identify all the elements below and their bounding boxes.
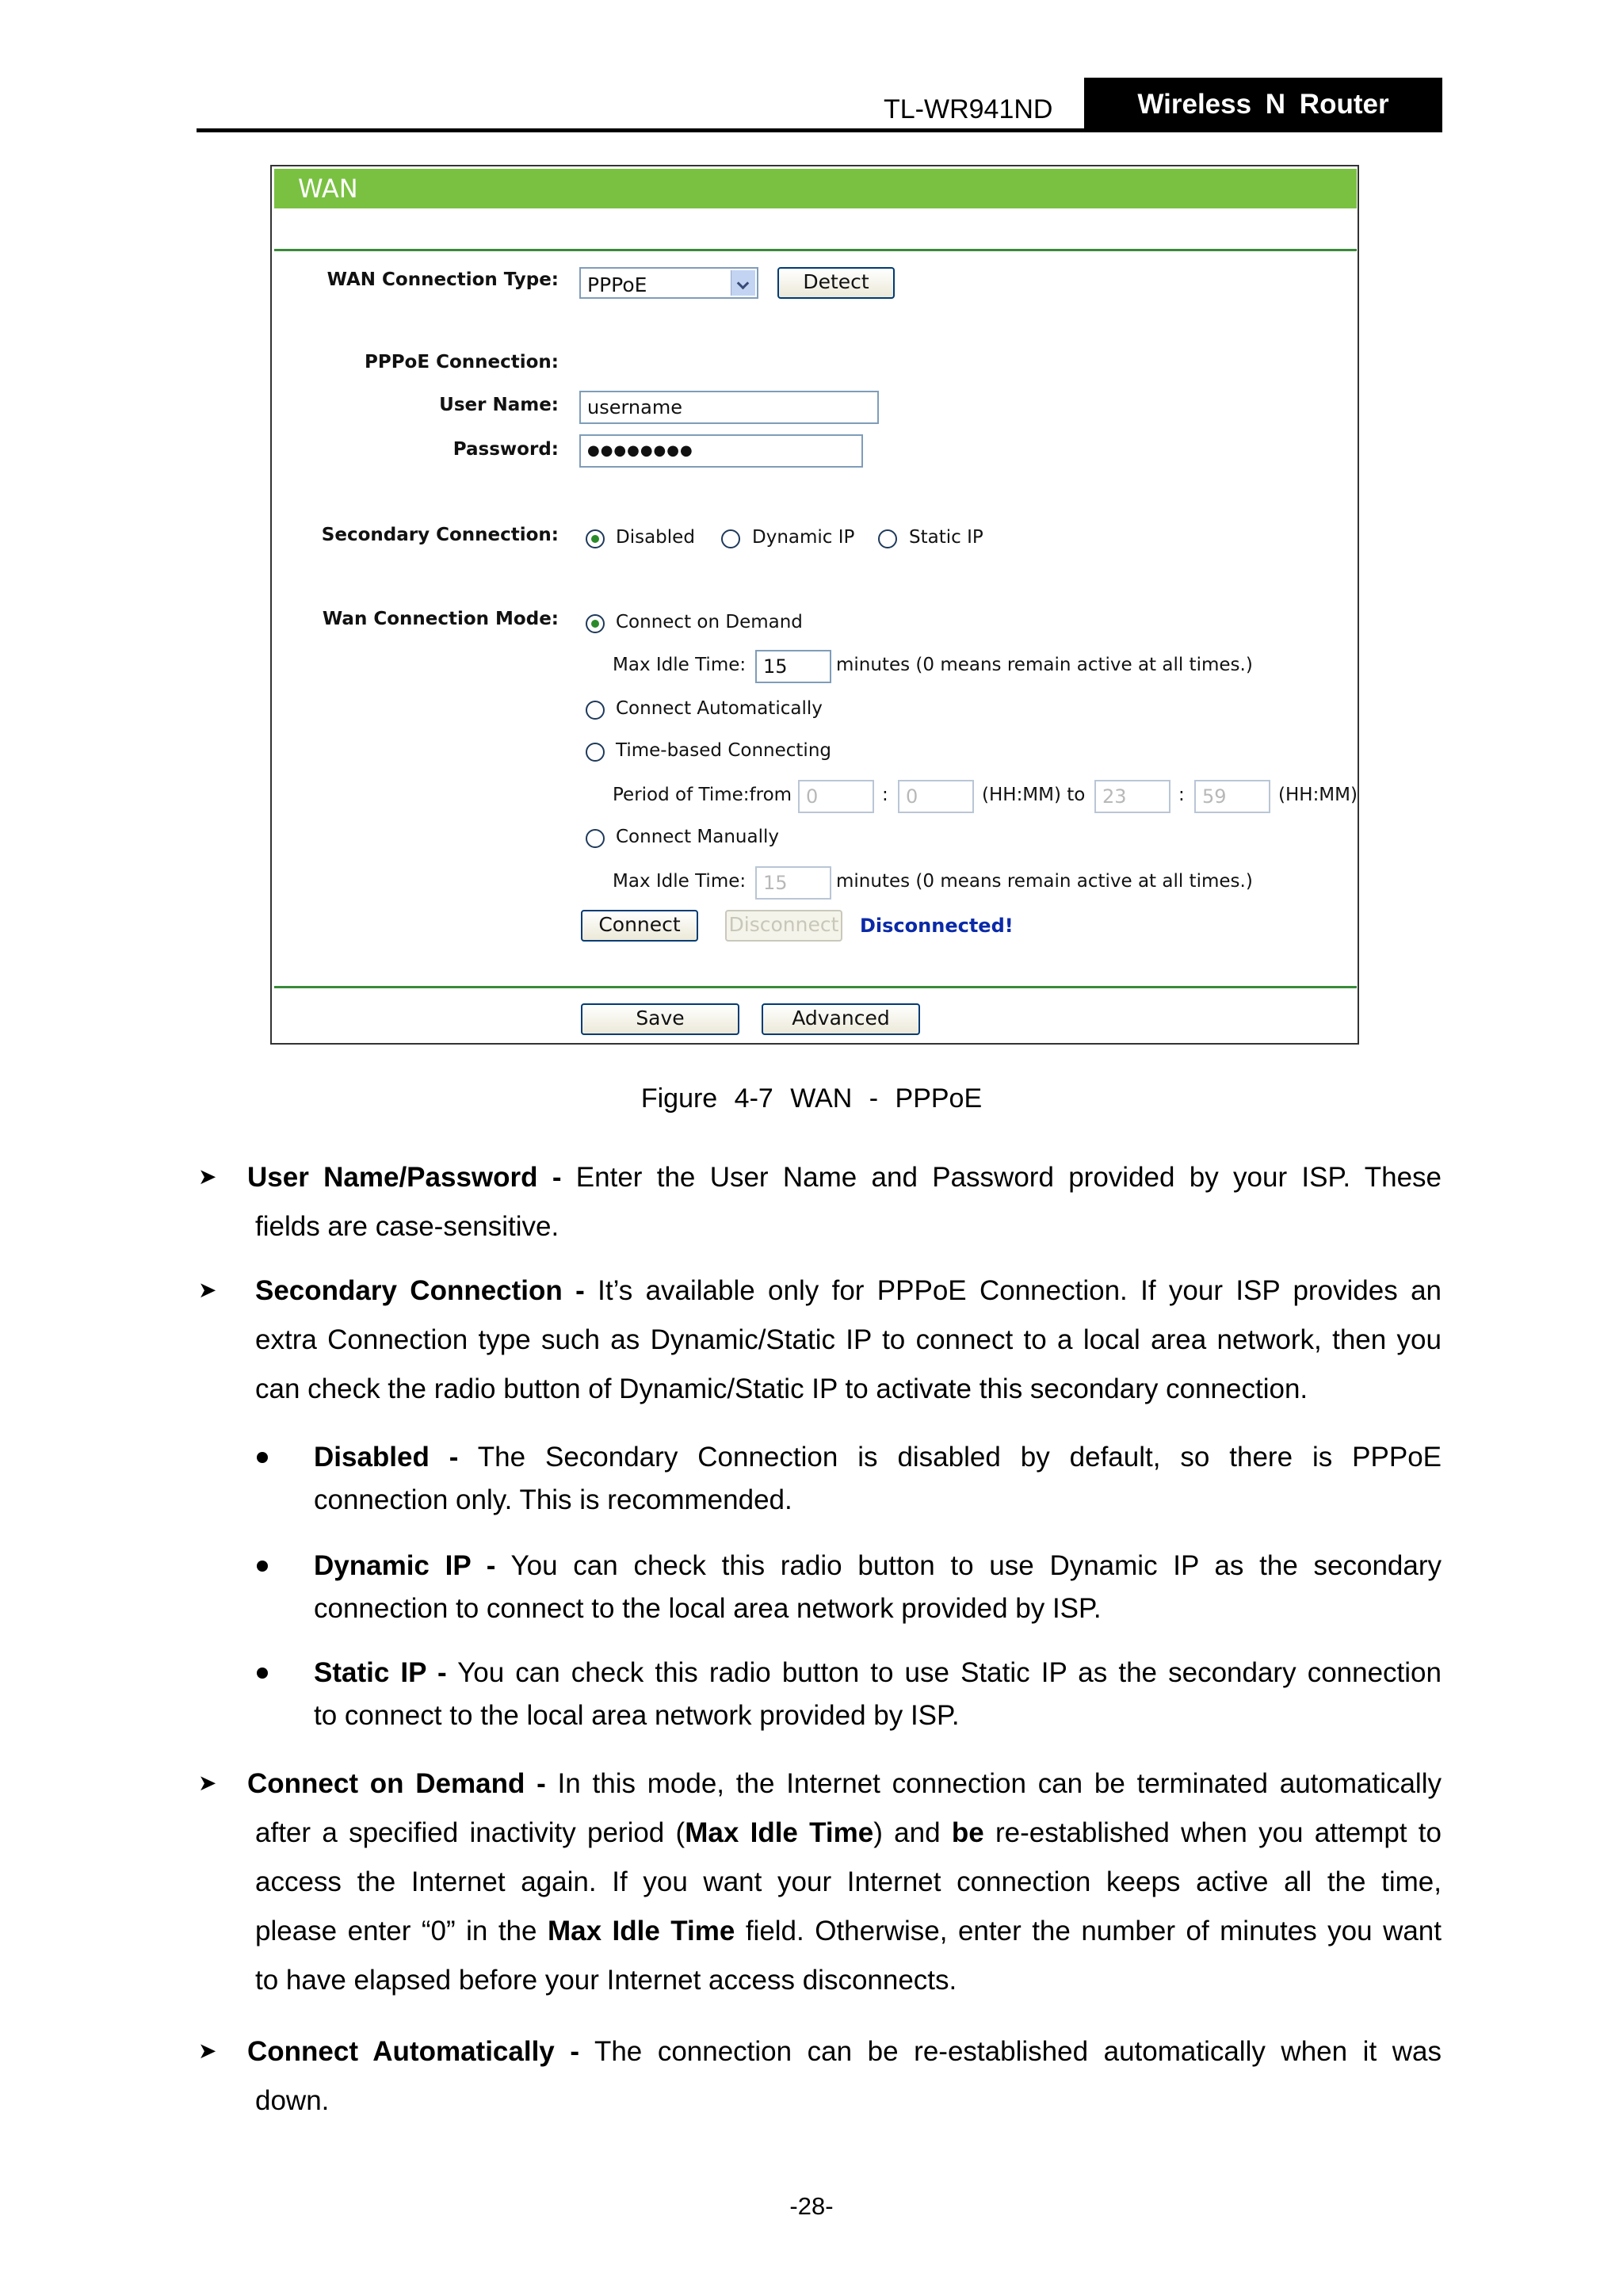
user-name-password-text: Enter the User Name and Password provided by your ISP. These — [561, 1162, 1442, 1193]
wan-connection-type-label: WAN Connection Type: — [327, 269, 559, 290]
advanced-button[interactable]: Advanced — [762, 1003, 920, 1035]
secondary-connection-line1 — [255, 1266, 1442, 1316]
connect-automatically-line2: down. — [255, 2085, 330, 2116]
cod-line4-bold: Max Idle Time — [547, 1916, 735, 1946]
secondary-disabled-label: Disabled — [616, 527, 695, 548]
mode-connect-automatically-radio[interactable] — [586, 701, 605, 720]
password-input[interactable]: ●●●●●●●● — [579, 434, 863, 468]
cod-line2a: after a specified inactivity period ( — [255, 1817, 685, 1848]
detect-button[interactable]: Detect — [777, 267, 895, 299]
manual-max-idle-time-label: Max Idle Time: — [613, 871, 747, 892]
dot-bullet-icon — [257, 1561, 268, 1572]
wan-connection-mode-label: Wan Connection Mode: — [322, 609, 559, 629]
disabled-term: Disabled - — [314, 1442, 459, 1473]
disabled-line1 — [314, 1433, 1442, 1482]
period-to-label: (HH:MM) to — [982, 785, 1086, 805]
static-ip-term: Static IP - — [314, 1657, 447, 1688]
header-model: TL-WR941ND — [884, 94, 1053, 124]
password-label: Password: — [453, 439, 559, 460]
period-to-minute-input[interactable]: 59 — [1194, 780, 1270, 813]
static-ip-line1 — [314, 1648, 1442, 1698]
header-rule — [197, 128, 1442, 132]
manual-max-idle-time-note: minutes (0 means remain active at all times.) — [836, 871, 1253, 892]
dot-bullet-icon — [257, 1452, 268, 1463]
disabled-line2: connection only. This is recommended. — [314, 1484, 792, 1515]
arrow-bullet-icon: ➤ — [198, 2038, 217, 2063]
user-name-password-line1 — [247, 1153, 1442, 1202]
mode-connect-on-demand-label: Connect on Demand — [616, 612, 803, 632]
dynamic-ip-text: You can check this radio button to use Dynamic IP as the secondary — [495, 1550, 1442, 1581]
secondary-connection-text: It’s available only for PPPoE Connection. If your ISP provides an — [584, 1275, 1442, 1306]
mode-connect-manually-label: Connect Manually — [616, 827, 779, 847]
header-product-box: Wireless N Router — [1084, 78, 1442, 132]
arrow-bullet-icon: ➤ — [198, 1164, 217, 1189]
pppoe-connection-label: PPPoE Connection: — [364, 352, 559, 372]
cod-line4a: please enter “0” in the — [255, 1916, 548, 1946]
wan-connection-type-value: PPPoE — [587, 273, 647, 296]
manual-max-idle-time-input[interactable]: 15 — [755, 866, 831, 900]
secondary-static-ip-label: Static IP — [909, 527, 983, 548]
user-name-password-line2: fields are case-sensitive. — [255, 1211, 559, 1242]
connect-on-demand-line5: to have elapsed before your Internet access disconnects. — [255, 1965, 957, 1996]
chevron-down-icon[interactable] — [731, 270, 755, 296]
connect-button[interactable]: Connect — [581, 910, 698, 942]
max-idle-time-note: minutes (0 means remain active at all times.) — [836, 655, 1253, 675]
period-to-hour-input[interactable]: 23 — [1094, 780, 1170, 813]
connect-on-demand-term: Connect on Demand - — [247, 1768, 546, 1799]
mode-time-based-label: Time-based Connecting — [616, 740, 831, 761]
user-name-input[interactable]: username — [579, 391, 879, 424]
secondary-dynamic-ip-label: Dynamic IP — [752, 527, 855, 548]
secondary-connection-line2: extra Connection type such as Dynamic/Static IP to connect to a local area network, then you — [255, 1324, 1442, 1355]
cod-line2-bold2: be — [951, 1817, 984, 1848]
mode-connect-automatically-label: Connect Automatically — [616, 698, 823, 719]
arrow-bullet-icon: ➤ — [198, 1278, 217, 1302]
dynamic-ip-line2: connection to connect to the local area network provided by ISP. — [314, 1593, 1102, 1624]
panel-divider-bottom — [274, 986, 1357, 988]
dynamic-ip-line1 — [314, 1541, 1442, 1591]
connection-status: Disconnected! — [860, 915, 1014, 937]
connect-automatically-line1 — [247, 2027, 1442, 2076]
user-name-label: User Name: — [439, 395, 559, 415]
connect-on-demand-line2 — [255, 1809, 1442, 1858]
cod-line2c: ) and — [873, 1817, 952, 1848]
connect-on-demand-line4 — [255, 1907, 1442, 1956]
save-button[interactable]: Save — [581, 1003, 739, 1035]
panel-title: WAN — [274, 169, 1357, 208]
static-ip-line2: to connect to the local area network provided by ISP. — [314, 1700, 960, 1731]
period-hhmm-label: (HH:MM) — [1278, 785, 1358, 805]
period-from-minute-input[interactable]: 0 — [898, 780, 974, 813]
period-to-colon: : — [1178, 785, 1185, 805]
secondary-connection-label: Secondary Connection: — [321, 525, 559, 545]
dynamic-ip-term: Dynamic IP - — [314, 1550, 496, 1581]
connect-automatically-text: The connection can be re-established automatically when it was — [579, 2036, 1442, 2067]
mode-connect-on-demand-radio[interactable] — [586, 614, 605, 633]
period-from-hour-input[interactable]: 0 — [798, 780, 874, 813]
connect-automatically-term: Connect Automatically - — [247, 2036, 579, 2067]
panel-divider-top — [274, 249, 1357, 251]
connect-on-demand-line3: access the Internet again. If you want your Internet connection keeps active all the time, — [255, 1866, 1442, 1897]
secondary-connection-line3: can check the radio button of Dynamic/Static IP to activate this secondary connection. — [255, 1373, 1308, 1404]
wan-connection-type-select[interactable] — [579, 267, 758, 299]
period-from-colon: : — [882, 785, 888, 805]
mode-time-based-radio[interactable] — [586, 743, 605, 762]
secondary-disabled-radio[interactable] — [586, 529, 605, 548]
wan-settings-panel — [270, 165, 1359, 1045]
secondary-dynamic-ip-radio[interactable] — [721, 529, 740, 548]
secondary-connection-term: Secondary Connection - — [255, 1275, 585, 1306]
cod-line2e: re-established when you attempt to — [983, 1817, 1442, 1848]
disabled-text: The Secondary Connection is disabled by default, so there is PPPoE — [458, 1442, 1442, 1473]
max-idle-time-label: Max Idle Time: — [613, 655, 747, 675]
cod-line2-bold1: Max Idle Time — [685, 1817, 874, 1848]
secondary-static-ip-radio[interactable] — [878, 529, 897, 548]
connect-on-demand-text: In this mode, the Internet connection can be terminated automatically — [545, 1768, 1442, 1799]
max-idle-time-input[interactable]: 15 — [755, 650, 831, 683]
disconnect-button[interactable]: Disconnect — [725, 910, 842, 942]
period-of-time-label: Period of Time:from — [613, 785, 792, 805]
figure-caption: Figure 4-7 WAN - PPPoE — [640, 1083, 983, 1114]
dot-bullet-icon — [257, 1668, 268, 1679]
page-number: -28- — [789, 2192, 834, 2220]
user-name-password-term: User Name/Password - — [247, 1162, 562, 1193]
arrow-bullet-icon: ➤ — [198, 1771, 217, 1795]
cod-line4c: field. Otherwise, enter the number of minutes you want — [735, 1916, 1442, 1946]
mode-connect-manually-radio[interactable] — [586, 829, 605, 848]
connect-on-demand-line1 — [247, 1759, 1442, 1809]
static-ip-text: You can check this radio button to use Static IP as the secondary connection — [446, 1657, 1442, 1688]
